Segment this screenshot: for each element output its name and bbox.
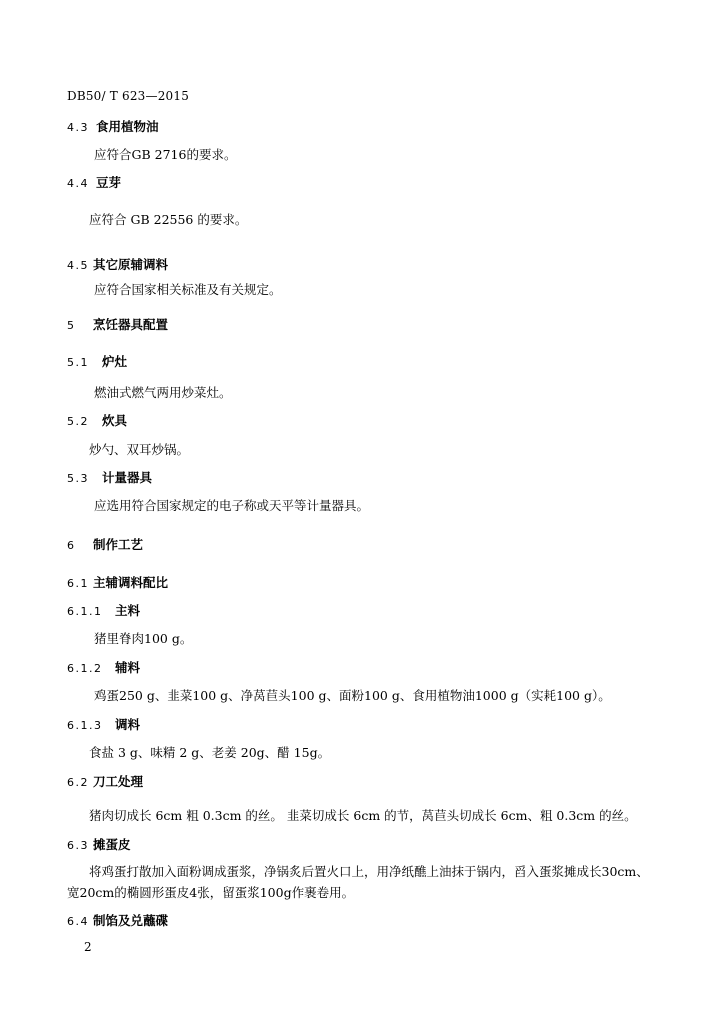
paragraph-text: 宽20cm的椭圆形蛋皮4张，留蛋浆100g作裹卷用。 bbox=[67, 885, 355, 900]
section-title: 辅料 bbox=[115, 660, 141, 675]
section-title: 制作工艺 bbox=[93, 537, 144, 552]
section-number: 5.3 bbox=[67, 472, 89, 485]
section-number: 5 bbox=[67, 319, 76, 332]
section-title: 制馅及兑蘸碟 bbox=[93, 913, 169, 928]
section-number: 6.1.2 bbox=[67, 662, 103, 675]
section-number: 6.4 bbox=[67, 915, 89, 928]
section-number: 5.2 bbox=[67, 415, 89, 428]
paragraph-text: 燃油式燃气两用炒菜灶。 bbox=[94, 385, 232, 400]
section-number: 4.4 bbox=[67, 177, 89, 190]
section-title: 其它原辅调料 bbox=[93, 257, 169, 272]
paragraph-text: 将鸡蛋打散加入面粉调成蛋浆，净锅炙后置火口上，用净纸醮上油抹于锅内，舀入蛋浆摊成长30cm、 bbox=[89, 864, 649, 879]
section-number: 4.5 bbox=[67, 259, 89, 272]
section-title: 炉灶 bbox=[102, 354, 128, 369]
paragraph-text: 猪肉切成长 6cm 粗 0.3cm 的丝。 韭菜切成长 6cm 的节，莴苣头切成长 6cm、粗 0.3cm 的丝。 bbox=[89, 808, 637, 823]
section-title: 食用植物油 bbox=[96, 119, 159, 134]
section-number: 6.2 bbox=[67, 776, 89, 789]
paragraph-text: 鸡蛋250 g、韭菜100 g、净莴苣头100 g、面粉100 g、食用植物油1000 g（实耗100 g）。 bbox=[94, 688, 611, 703]
section-number: 6.1.3 bbox=[67, 719, 103, 732]
section-title: 摊蛋皮 bbox=[93, 837, 131, 852]
paragraph-text: 食盐 3 g、味精 2 g、老姜 20g、醋 15g。 bbox=[89, 745, 331, 760]
paragraph-text: 应符合 GB 22556 的要求。 bbox=[89, 212, 248, 227]
paragraph-text: 炒勺、双耳炒锅。 bbox=[89, 442, 190, 457]
section-number: 6.3 bbox=[67, 839, 89, 852]
section-number: 6 bbox=[67, 539, 76, 552]
section-number: 5.1 bbox=[67, 356, 89, 369]
section-title: 主料 bbox=[115, 603, 141, 618]
section-title: 刀工处理 bbox=[93, 774, 144, 789]
document-header: DB50/ T 623—2015 bbox=[67, 89, 190, 103]
section-title: 豆芽 bbox=[96, 175, 122, 190]
section-number: 6.1.1 bbox=[67, 605, 103, 618]
page-number: 2 bbox=[84, 940, 92, 954]
section-number: 6.1 bbox=[67, 577, 89, 590]
section-number: 4.3 bbox=[67, 121, 89, 134]
section-title: 烹饪器具配置 bbox=[93, 317, 169, 332]
paragraph-text: 应选用符合国家规定的电子称或天平等计量器具。 bbox=[94, 498, 370, 513]
section-title: 计量器具 bbox=[102, 470, 153, 485]
paragraph-text: 应符合GB 2716的要求。 bbox=[94, 147, 237, 162]
section-title: 炊具 bbox=[102, 413, 128, 428]
paragraph-text: 猪里脊肉100 g。 bbox=[94, 631, 193, 646]
section-title: 主辅调料配比 bbox=[93, 575, 169, 590]
paragraph-text: 应符合国家相关标准及有关规定。 bbox=[94, 282, 282, 297]
section-title: 调料 bbox=[115, 717, 141, 732]
